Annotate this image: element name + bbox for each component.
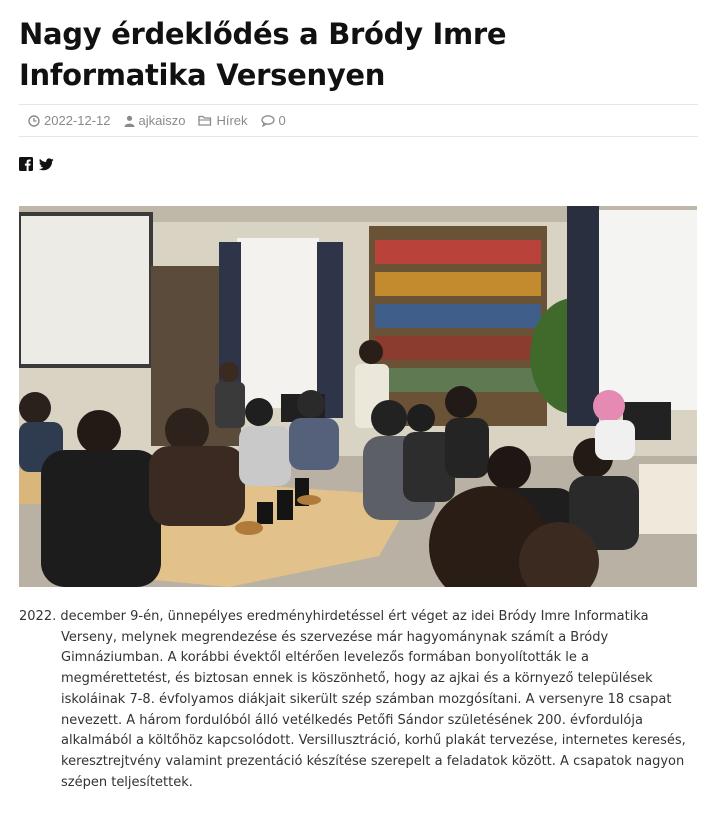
post-category-text: Hírek (216, 113, 248, 128)
article-title (19, 14, 699, 96)
post-meta-bar (19, 104, 698, 137)
article-line-6: nevezett. A három fordulóból álló vetélkedés Petőfi Sándor születésének 200. évfordulója (61, 712, 643, 728)
post-date-text: 2022-12-12 (44, 113, 111, 128)
article-photo (19, 206, 697, 587)
clock-icon (28, 115, 40, 127)
article-line-8: keresztrejtvény valamint prezentáció készítése szerepelt a feladatok között. A csapatok nagyon (61, 753, 685, 769)
article-line-1: december 9-én, ünnepélyes eredményhirdetéssel ért véget az idei Bródy Imre Informatika (60, 609, 649, 624)
post-author[interactable] (124, 113, 186, 128)
share-buttons (19, 157, 60, 171)
comment-icon (261, 115, 275, 127)
post-comments[interactable] (261, 113, 286, 128)
post-category[interactable] (198, 113, 247, 128)
article-body (19, 607, 699, 793)
article-line-9: szépen teljesítettek. (61, 774, 193, 790)
post-author-text: ajkaiszo (138, 113, 186, 128)
facebook-icon (19, 157, 33, 171)
photo-window-right (597, 210, 697, 410)
title-line-1: Nagy érdeklődés a Bródy Imre (19, 17, 507, 51)
article-first-line (19, 607, 699, 628)
post-date[interactable] (28, 113, 111, 128)
article-year: 2022. (19, 609, 57, 624)
article-line-7: alkalmából a költőhöz kapcsolódott. Versillusztráció, korhű plakát tervezése, internetes keresés, (61, 733, 686, 749)
article-line-3: Gimnáziumban. A korábbi évektől eltérően levelezős formában bonyolították le a (61, 650, 589, 666)
twitter-icon (39, 158, 54, 171)
article-line-4: megmérettetést, és biztosan ennek is köszönhető, hogy az ajkai és a környező települések (61, 671, 653, 687)
folder-icon (198, 115, 212, 126)
post-comments-count: 0 (278, 113, 286, 128)
title-line-2: Informatika Versenyen (19, 58, 386, 92)
photo-window-left (237, 238, 319, 408)
article-line-2: Verseny, melynek megrendezése és szervezése már hagyománynak számít a Bródy (61, 629, 609, 645)
facebook-share-button[interactable] (19, 157, 33, 171)
twitter-share-button[interactable] (39, 158, 54, 171)
user-icon (124, 115, 135, 127)
article-line-5: iskoláinak 7-8. évfolyamos diákjait sikerült szép számban mozgósítani. A versenyre 18 csapat (61, 691, 672, 707)
photo-projection-screen (19, 214, 151, 366)
